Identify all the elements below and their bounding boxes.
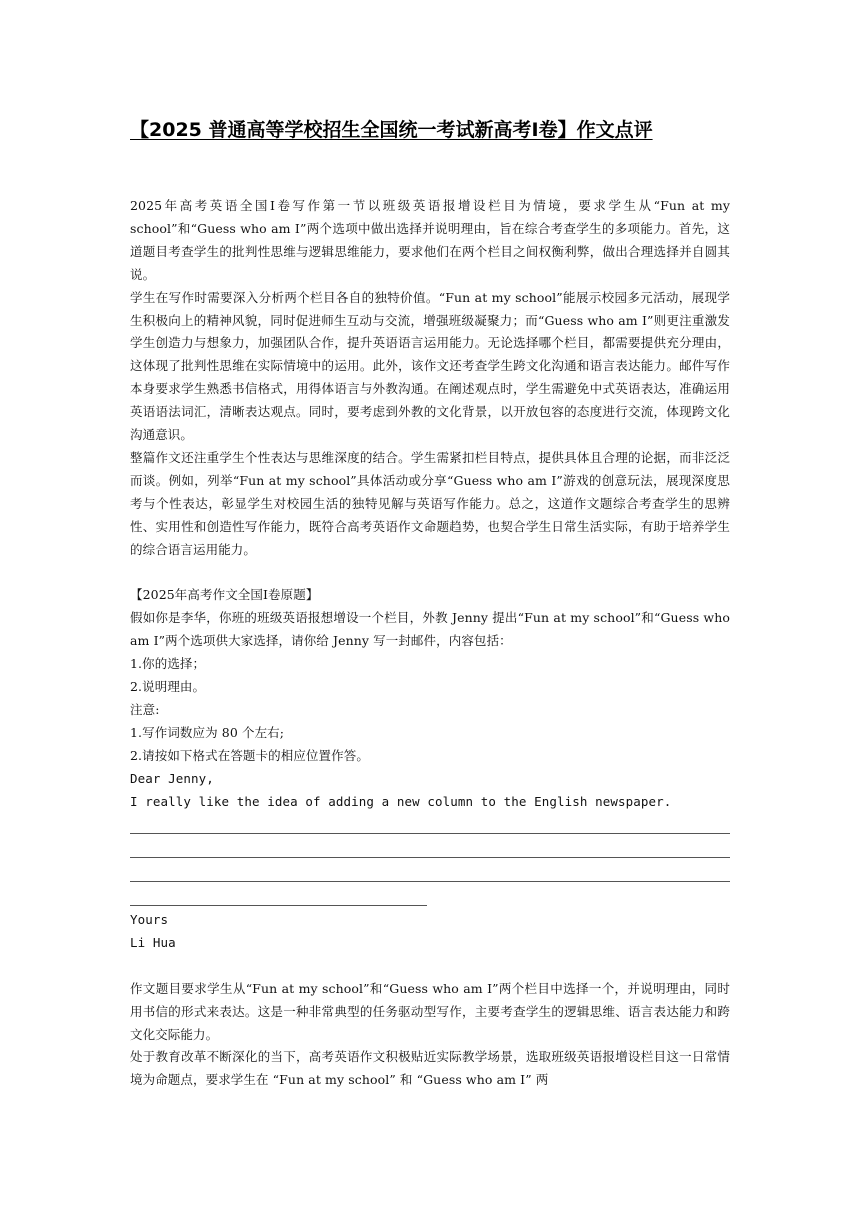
letter-signature: Li Hua [130, 934, 176, 950]
note-item: 1.写作词数应为 80 个左右; [130, 724, 285, 740]
intro-paragraph-2: 学生在写作时需要深入分析两个栏目各自的独特价值。“Fun at my school”能展示校园多元活动，展现学生积极向上的精神风貌，同时促进师生互动与交流，增强班级凝聚力；而“Guess who am I”则更注重激发学生创造力与想象力，加强团队合作，提升英语语言运用能力。无论选择哪个栏目，都需要提供充分理由，这体现了批判性思维在实际情境中的运用。此外，该作文还考查学生跨文化沟通和语言表达能力。邮件写作本身要求学生熟悉书信格式，用得体语言与外教沟通。在阐述观点时，学生需避免中式英语表达，准确运用英语语法词汇，清晰表达观点。同时，要考虑到外教的文化背景，以开放包容的态度进行交流，体现跨文化沟通意识。 [130, 289, 730, 443]
letter-opening-line: I really like the idea of adding a new column to the English newspaper. [130, 793, 672, 809]
intro-paragraph-1: 2025年高考英语全国Ⅰ卷写作第一节以班级英语报增设栏目为情境，要求学生从“Fun at my school”和“Guess who am I”两个选项中做出选择并说明理由，旨在综合考查学生的多项能力。首先，这道题目考查学生的批判性思维与逻辑思维能力，要求他们在两个栏目之间权衡利弊，做出合理选择并自圆其说。 [130, 198, 730, 282]
paragraph-gap [130, 562, 730, 585]
letter-salutation: Dear Jenny, [130, 770, 214, 786]
exam-prompt: 假如你是李华，你班的班级英语报想增设一个栏目，外教 Jenny 提出“Fun at my school”和“Guess who am I”两个选项供大家选择，请你给 Jenny 写一封邮件，内容包括： [130, 610, 730, 649]
requirement-item: 1.你的选择； [130, 656, 206, 672]
exam-heading: 【2025年高考作文全国Ⅰ卷原题】 [130, 587, 319, 603]
analysis-paragraph-1: 作文题目要求学生从“Fun at my school”和“Guess who am I”两个栏目中选择一个，并说明理由，同时用书信的形式来表达。这是一种非常典型的任务驱动型写作，主要考查学生的逻辑思维、语言表达能力和跨文化交际能力。 [130, 980, 730, 1042]
letter-closing: Yours [130, 912, 169, 928]
paragraph-gap [130, 955, 730, 978]
answer-line [130, 885, 427, 906]
document-body [130, 195, 730, 1092]
answer-line [130, 813, 730, 834]
answer-line [130, 837, 730, 858]
intro-paragraph-3: 整篇作文还注重学生个性表达与思维深度的结合。学生需紧扣栏目特点，提供具体且合理的论据，而非泛泛而谈。例如，列举“Fun at my school”具体活动或分享“Guess who am I”游戏的创意玩法，展现深度思考与个性表达，彰显学生对校园生活的独特见解与英语写作能力。总之，这道作文题综合考查学生的思辨性、实用性和创造性写作能力，既符合高考英语作文命题趋势，也契合学生日常生活实际，有助于培养学生的综合语言运用能力。 [130, 449, 730, 557]
requirement-item: 2.说明理由。 [130, 679, 206, 695]
analysis-paragraph-2: 处于教育改革不断深化的当下，高考英语作文积极贴近实际教学场景，选取班级英语报增设栏目这一日常情境为命题点，要求学生在 “Fun at my school” 和 “Guess who am I” 两 [130, 1049, 730, 1088]
answer-line [130, 861, 730, 882]
document-title: 【2025 普通高等学校招生全国统一考试新高考Ⅰ卷】作文点评 [130, 119, 653, 141]
note-item: 2.请按如下格式在答题卡的相应位置作答。 [130, 747, 369, 763]
notes-label: 注意: [130, 701, 160, 717]
